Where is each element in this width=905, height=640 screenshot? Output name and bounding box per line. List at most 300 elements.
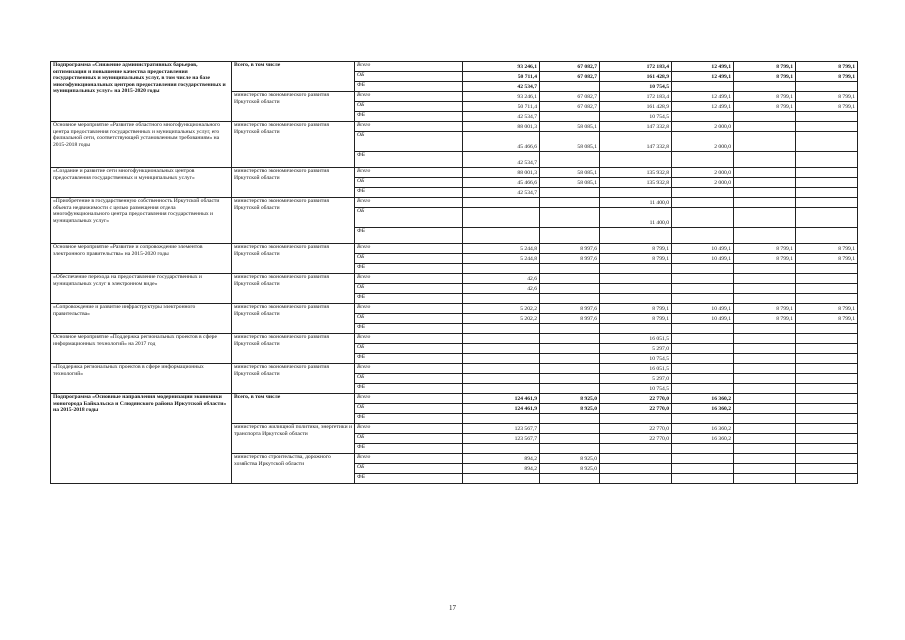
amount-cell: 2 000,0 <box>672 168 734 178</box>
amount-cell: 93 246,1 <box>463 62 540 72</box>
funding-source-cell: ОБ <box>355 208 463 228</box>
amount-cell: 42 534,7 <box>463 112 540 122</box>
budget-table-body <box>51 62 858 484</box>
amount-cell: 8 925,0 <box>540 404 600 414</box>
amount-cell: 5 244,8 <box>463 244 540 254</box>
table-row <box>51 394 858 404</box>
amount-cell <box>734 324 796 334</box>
funding-source-cell: ОБ <box>355 374 463 384</box>
funding-source-cell: ФБ <box>355 444 463 454</box>
amount-cell <box>463 354 540 364</box>
amount-cell <box>734 414 796 424</box>
executor-cell: министерство экономического развития Иркутской области <box>232 244 355 274</box>
funding-source-cell: ФБ <box>355 294 463 304</box>
amount-cell <box>540 284 600 294</box>
amount-cell: 172 183,4 <box>600 92 672 102</box>
amount-cell <box>672 198 734 208</box>
funding-source-cell: ОБ <box>355 314 463 324</box>
amount-cell <box>672 228 734 244</box>
amount-cell: 2 000,0 <box>672 122 734 132</box>
amount-cell: 11 400,0 <box>600 208 672 228</box>
amount-cell: 135 932,8 <box>600 178 672 188</box>
funding-source-cell: ФБ <box>355 384 463 394</box>
amount-cell: 8 799,1 <box>600 254 672 264</box>
funding-source-cell: ОБ <box>355 254 463 264</box>
amount-cell <box>600 324 672 334</box>
amount-cell <box>672 152 734 168</box>
amount-cell <box>463 344 540 354</box>
table-row <box>51 122 858 132</box>
table-row <box>51 364 858 374</box>
amount-cell: 8 799,1 <box>734 244 796 254</box>
funding-source-cell: ОБ <box>355 284 463 294</box>
amount-cell: 135 932,8 <box>600 168 672 178</box>
funding-source-cell: ФБ <box>355 188 463 198</box>
amount-cell <box>600 454 672 464</box>
amount-cell <box>463 384 540 394</box>
amount-cell <box>796 122 858 132</box>
executor-cell: министерство экономического развития Иркутской области <box>232 92 355 122</box>
amount-cell: 67 082,7 <box>540 92 600 102</box>
funding-source-cell: ОБ <box>355 344 463 354</box>
funding-source-cell: ОБ <box>355 102 463 112</box>
amount-cell: 58 085,1 <box>540 168 600 178</box>
amount-cell <box>734 474 796 484</box>
funding-source-cell: Всего <box>355 122 463 132</box>
funding-source-cell: Всего <box>355 198 463 208</box>
amount-cell: 894,2 <box>463 464 540 474</box>
amount-cell: 16 360,2 <box>672 434 734 444</box>
amount-cell: 22 770,0 <box>600 404 672 414</box>
amount-cell <box>796 404 858 414</box>
amount-cell: 58 085,1 <box>540 178 600 188</box>
amount-cell: 10 754,5 <box>600 384 672 394</box>
executor-cell: министерство строительства, дорожного хозяйства Иркутской области <box>232 454 355 484</box>
amount-cell: 8 799,1 <box>796 244 858 254</box>
amount-cell <box>734 294 796 304</box>
amount-cell <box>734 374 796 384</box>
amount-cell <box>734 198 796 208</box>
amount-cell: 5 202,2 <box>463 304 540 314</box>
amount-cell <box>540 324 600 334</box>
amount-cell <box>540 364 600 374</box>
amount-cell <box>672 354 734 364</box>
amount-cell <box>463 414 540 424</box>
amount-cell <box>463 294 540 304</box>
amount-cell <box>796 274 858 284</box>
amount-cell <box>734 344 796 354</box>
amount-cell <box>600 264 672 274</box>
amount-cell: 2 000,0 <box>672 132 734 152</box>
amount-cell: 22 770,0 <box>600 424 672 434</box>
amount-cell <box>734 454 796 464</box>
amount-cell <box>734 178 796 188</box>
amount-cell: 16 051,5 <box>600 364 672 374</box>
amount-cell <box>463 198 540 208</box>
amount-cell <box>796 384 858 394</box>
funding-source-cell: Всего <box>355 92 463 102</box>
amount-cell <box>734 404 796 414</box>
amount-cell <box>796 112 858 122</box>
amount-cell <box>796 228 858 244</box>
amount-cell: 8 799,1 <box>600 304 672 314</box>
executor-cell: министерство экономического развития Иркутской области <box>232 304 355 334</box>
amount-cell <box>540 208 600 228</box>
executor-cell: Всего, в том числе <box>232 394 355 424</box>
amount-cell: 8 799,1 <box>600 314 672 324</box>
amount-cell <box>734 188 796 198</box>
amount-cell: 12 499,1 <box>672 62 734 72</box>
measure-name-cell: Основное мероприятие «Развитие областного многофункционального центра предоставления государственных и муниципальных услуг, его филиальной сети, соответствующей установленным требованиям» на 2015-2018 годы <box>51 122 232 168</box>
amount-cell: 16 360,2 <box>672 424 734 434</box>
amount-cell: 88 001,3 <box>463 122 540 132</box>
amount-cell: 93 246,1 <box>463 92 540 102</box>
amount-cell <box>600 284 672 294</box>
funding-source-cell: Всего <box>355 424 463 434</box>
table-row <box>51 198 858 208</box>
amount-cell: 123 567,7 <box>463 434 540 444</box>
amount-cell <box>672 454 734 464</box>
funding-source-cell: Всего <box>355 168 463 178</box>
amount-cell <box>734 464 796 474</box>
measure-name-cell: Подпрограмма «Основные направления модернизации экономики моногорода Байкальска и Слюдянского района Иркутской области» на 2015-2018 годы <box>51 394 232 484</box>
funding-source-cell: ФБ <box>355 82 463 92</box>
amount-cell <box>672 82 734 92</box>
funding-source-cell: ФБ <box>355 414 463 424</box>
amount-cell: 50 711,4 <box>463 72 540 82</box>
measure-name-cell: «Создание и развитие сети многофункциональных центров предоставления государственных и муниципальных услуг» <box>51 168 232 198</box>
amount-cell <box>540 374 600 384</box>
measure-name-cell: Основное мероприятие «Поддержка региональных проектов в сфере информационных технологий» на 2017 год <box>51 334 232 364</box>
amount-cell <box>796 444 858 454</box>
amount-cell <box>463 334 540 344</box>
executor-cell: министерство экономического развития Иркутской области <box>232 364 355 394</box>
measure-name-cell: Подпрограмма «Снижение административных барьеров, оптимизация и повышение качества предоставления государственных и муниципальных услуг, в том числе на базе многофункциональных центров предоставления государственных и муниципальных услуг» на 2015-2020 годы <box>51 62 232 122</box>
amount-cell: 8 799,1 <box>734 314 796 324</box>
amount-cell <box>540 344 600 354</box>
amount-cell <box>734 82 796 92</box>
amount-cell <box>540 474 600 484</box>
amount-cell <box>796 188 858 198</box>
table-row <box>51 334 858 344</box>
budget-table <box>50 61 858 484</box>
amount-cell: 8 799,1 <box>796 102 858 112</box>
funding-source-cell: ФБ <box>355 228 463 244</box>
amount-cell <box>463 474 540 484</box>
amount-cell <box>463 324 540 334</box>
amount-cell: 5 297,0 <box>600 344 672 354</box>
amount-cell <box>796 364 858 374</box>
amount-cell <box>734 152 796 168</box>
amount-cell <box>734 334 796 344</box>
amount-cell: 42 534,7 <box>463 82 540 92</box>
funding-source-cell: ОБ <box>355 464 463 474</box>
amount-cell <box>600 228 672 244</box>
amount-cell <box>734 208 796 228</box>
amount-cell <box>463 364 540 374</box>
amount-cell <box>540 82 600 92</box>
funding-source-cell: ОБ <box>355 434 463 444</box>
amount-cell: 10 754,5 <box>600 354 672 364</box>
amount-cell: 10 754,5 <box>600 112 672 122</box>
amount-cell <box>796 132 858 152</box>
amount-cell <box>672 344 734 354</box>
amount-cell <box>672 284 734 294</box>
amount-cell: 172 183,4 <box>600 62 672 72</box>
amount-cell <box>600 474 672 484</box>
amount-cell <box>540 264 600 274</box>
amount-cell <box>796 208 858 228</box>
measure-name-cell: Основное мероприятие «Развитие и сопровождение элементов электронного правительства» на 2015-2020 годы <box>51 244 232 274</box>
amount-cell <box>734 132 796 152</box>
amount-cell <box>600 444 672 454</box>
amount-cell <box>796 434 858 444</box>
amount-cell <box>796 354 858 364</box>
amount-cell <box>672 444 734 454</box>
amount-cell: 8 799,1 <box>796 304 858 314</box>
amount-cell <box>463 444 540 454</box>
executor-cell: министерство экономического развития Иркутской области <box>232 122 355 168</box>
amount-cell <box>796 294 858 304</box>
amount-cell <box>540 274 600 284</box>
amount-cell <box>672 324 734 334</box>
amount-cell: 8 997,6 <box>540 314 600 324</box>
amount-cell: 8 997,6 <box>540 254 600 264</box>
amount-cell: 22 770,0 <box>600 394 672 404</box>
amount-cell <box>796 454 858 464</box>
amount-cell <box>796 414 858 424</box>
amount-cell: 5 202,2 <box>463 314 540 324</box>
amount-cell <box>672 384 734 394</box>
amount-cell <box>796 344 858 354</box>
table-row <box>51 244 858 254</box>
executor-cell: Всего, в том числе <box>232 62 355 92</box>
measure-name-cell: «Сопровождение и развитие инфраструктуры электронного правительства» <box>51 304 232 334</box>
amount-cell: 8 799,1 <box>734 102 796 112</box>
amount-cell: 16 360,2 <box>672 404 734 414</box>
amount-cell <box>734 168 796 178</box>
amount-cell: 10 499,1 <box>672 244 734 254</box>
amount-cell: 8 799,1 <box>796 72 858 82</box>
amount-cell <box>672 294 734 304</box>
funding-source-cell: ОБ <box>355 178 463 188</box>
amount-cell <box>734 354 796 364</box>
amount-cell <box>600 188 672 198</box>
amount-cell: 42 534,7 <box>463 188 540 198</box>
amount-cell: 8 799,1 <box>734 304 796 314</box>
amount-cell <box>796 152 858 168</box>
funding-source-cell: Всего <box>355 62 463 72</box>
amount-cell <box>540 444 600 454</box>
funding-source-cell: ФБ <box>355 474 463 484</box>
amount-cell: 67 082,7 <box>540 102 600 112</box>
executor-cell: министерство экономического развития Иркутской области <box>232 334 355 364</box>
amount-cell <box>540 112 600 122</box>
amount-cell <box>672 264 734 274</box>
amount-cell <box>600 294 672 304</box>
amount-cell <box>796 264 858 274</box>
amount-cell <box>672 364 734 374</box>
amount-cell: 8 799,1 <box>796 62 858 72</box>
amount-cell: 45 466,6 <box>463 178 540 188</box>
amount-cell <box>540 188 600 198</box>
amount-cell: 10 499,1 <box>672 304 734 314</box>
amount-cell <box>540 434 600 444</box>
measure-name-cell: «Обеспечение перехода на предоставление государственных и муниципальных услуг в электронном виде» <box>51 274 232 304</box>
funding-source-cell: ФБ <box>355 354 463 364</box>
amount-cell: 5 297,0 <box>600 374 672 384</box>
amount-cell: 2 000,0 <box>672 178 734 188</box>
amount-cell <box>672 208 734 228</box>
amount-cell <box>796 178 858 188</box>
funding-source-cell: Всего <box>355 244 463 254</box>
amount-cell <box>463 264 540 274</box>
amount-cell <box>540 424 600 434</box>
amount-cell <box>540 294 600 304</box>
amount-cell: 123 567,7 <box>463 424 540 434</box>
table-row <box>51 274 858 284</box>
amount-cell: 88 001,3 <box>463 168 540 178</box>
measure-name-cell: «Приобретение в государственную собственность Иркутской области объекта недвижимости с целью размещения отдела многофункционального центра предоставления государственных и муниципальных услуг» <box>51 198 232 244</box>
amount-cell: 5 244,8 <box>463 254 540 264</box>
amount-cell: 8 799,1 <box>796 254 858 264</box>
amount-cell <box>672 374 734 384</box>
amount-cell: 8 799,1 <box>734 62 796 72</box>
amount-cell <box>540 198 600 208</box>
table-row <box>51 62 858 72</box>
amount-cell <box>600 464 672 474</box>
amount-cell: 124 461,9 <box>463 394 540 404</box>
amount-cell <box>796 82 858 92</box>
amount-cell <box>734 274 796 284</box>
amount-cell <box>672 188 734 198</box>
funding-source-cell: Всего <box>355 274 463 284</box>
funding-source-cell: Всего <box>355 304 463 314</box>
amount-cell <box>796 334 858 344</box>
amount-cell: 58 085,1 <box>540 132 600 152</box>
funding-source-cell: ФБ <box>355 152 463 168</box>
measure-name-cell: «Поддержка региональных проектов в сфере информационных технологий» <box>51 364 232 394</box>
amount-cell: 10 499,1 <box>672 314 734 324</box>
amount-cell: 8 799,1 <box>734 254 796 264</box>
amount-cell <box>600 152 672 168</box>
amount-cell <box>672 334 734 344</box>
amount-cell: 8 925,0 <box>540 454 600 464</box>
amount-cell: 12 499,1 <box>672 102 734 112</box>
amount-cell <box>796 168 858 178</box>
amount-cell <box>796 394 858 404</box>
executor-cell: министерство экономического развития Иркутской области <box>232 168 355 198</box>
amount-cell <box>600 274 672 284</box>
funding-source-cell: ФБ <box>355 264 463 274</box>
amount-cell <box>463 228 540 244</box>
amount-cell: 8 799,1 <box>796 92 858 102</box>
amount-cell <box>672 112 734 122</box>
amount-cell: 8 799,1 <box>600 244 672 254</box>
funding-source-cell: Всего <box>355 394 463 404</box>
funding-source-cell: ФБ <box>355 112 463 122</box>
amount-cell: 10 499,1 <box>672 254 734 264</box>
amount-cell <box>796 374 858 384</box>
amount-cell: 8 997,6 <box>540 304 600 314</box>
amount-cell <box>540 354 600 364</box>
executor-cell: министерство экономического развития Иркутской области <box>232 198 355 244</box>
amount-cell: 894,2 <box>463 454 540 464</box>
amount-cell: 8 925,0 <box>540 394 600 404</box>
amount-cell: 147 332,8 <box>600 132 672 152</box>
amount-cell <box>734 384 796 394</box>
amount-cell: 58 085,1 <box>540 122 600 132</box>
funding-source-cell: Всего <box>355 454 463 464</box>
amount-cell <box>540 228 600 244</box>
amount-cell: 124 461,9 <box>463 404 540 414</box>
amount-cell: 50 711,4 <box>463 102 540 112</box>
executor-cell: министерство экономического развития Иркутской области <box>232 274 355 304</box>
amount-cell <box>796 464 858 474</box>
amount-cell <box>540 414 600 424</box>
amount-cell: 16 360,2 <box>672 394 734 404</box>
amount-cell: 42,6 <box>463 284 540 294</box>
amount-cell: 67 082,7 <box>540 62 600 72</box>
amount-cell <box>672 274 734 284</box>
amount-cell <box>540 384 600 394</box>
amount-cell: 161 428,9 <box>600 102 672 112</box>
amount-cell <box>796 424 858 434</box>
amount-cell <box>672 474 734 484</box>
funding-source-cell: ОБ <box>355 404 463 414</box>
amount-cell <box>734 228 796 244</box>
amount-cell <box>734 434 796 444</box>
amount-cell: 8 925,0 <box>540 464 600 474</box>
amount-cell <box>734 394 796 404</box>
amount-cell <box>734 122 796 132</box>
table-row <box>51 304 858 314</box>
amount-cell <box>796 324 858 334</box>
amount-cell <box>734 364 796 374</box>
amount-cell: 42 534,7 <box>463 152 540 168</box>
amount-cell: 12 499,1 <box>672 92 734 102</box>
amount-cell <box>734 264 796 274</box>
amount-cell <box>600 414 672 424</box>
amount-cell: 147 332,8 <box>600 122 672 132</box>
amount-cell <box>672 414 734 424</box>
amount-cell <box>463 208 540 228</box>
amount-cell: 12 499,1 <box>672 72 734 82</box>
amount-cell: 8 997,6 <box>540 244 600 254</box>
amount-cell: 67 082,7 <box>540 72 600 82</box>
page-number: 17 <box>449 604 456 612</box>
amount-cell: 11 400,0 <box>600 198 672 208</box>
funding-source-cell: ОБ <box>355 72 463 82</box>
amount-cell: 22 770,0 <box>600 434 672 444</box>
amount-cell <box>796 284 858 294</box>
funding-source-cell: ОБ <box>355 132 463 152</box>
amount-cell: 161 428,9 <box>600 72 672 82</box>
amount-cell <box>734 112 796 122</box>
executor-cell: министерство жилищной политики, энергетики и транспорта Иркутской области <box>232 424 355 454</box>
amount-cell <box>540 152 600 168</box>
funding-source-cell: Всего <box>355 364 463 374</box>
funding-source-cell: Всего <box>355 334 463 344</box>
amount-cell: 16 051,5 <box>600 334 672 344</box>
amount-cell: 10 754,5 <box>600 82 672 92</box>
amount-cell: 45 466,6 <box>463 132 540 152</box>
amount-cell <box>463 374 540 384</box>
amount-cell: 42,6 <box>463 274 540 284</box>
amount-cell: 8 799,1 <box>734 92 796 102</box>
amount-cell <box>672 464 734 474</box>
amount-cell: 8 799,1 <box>796 314 858 324</box>
